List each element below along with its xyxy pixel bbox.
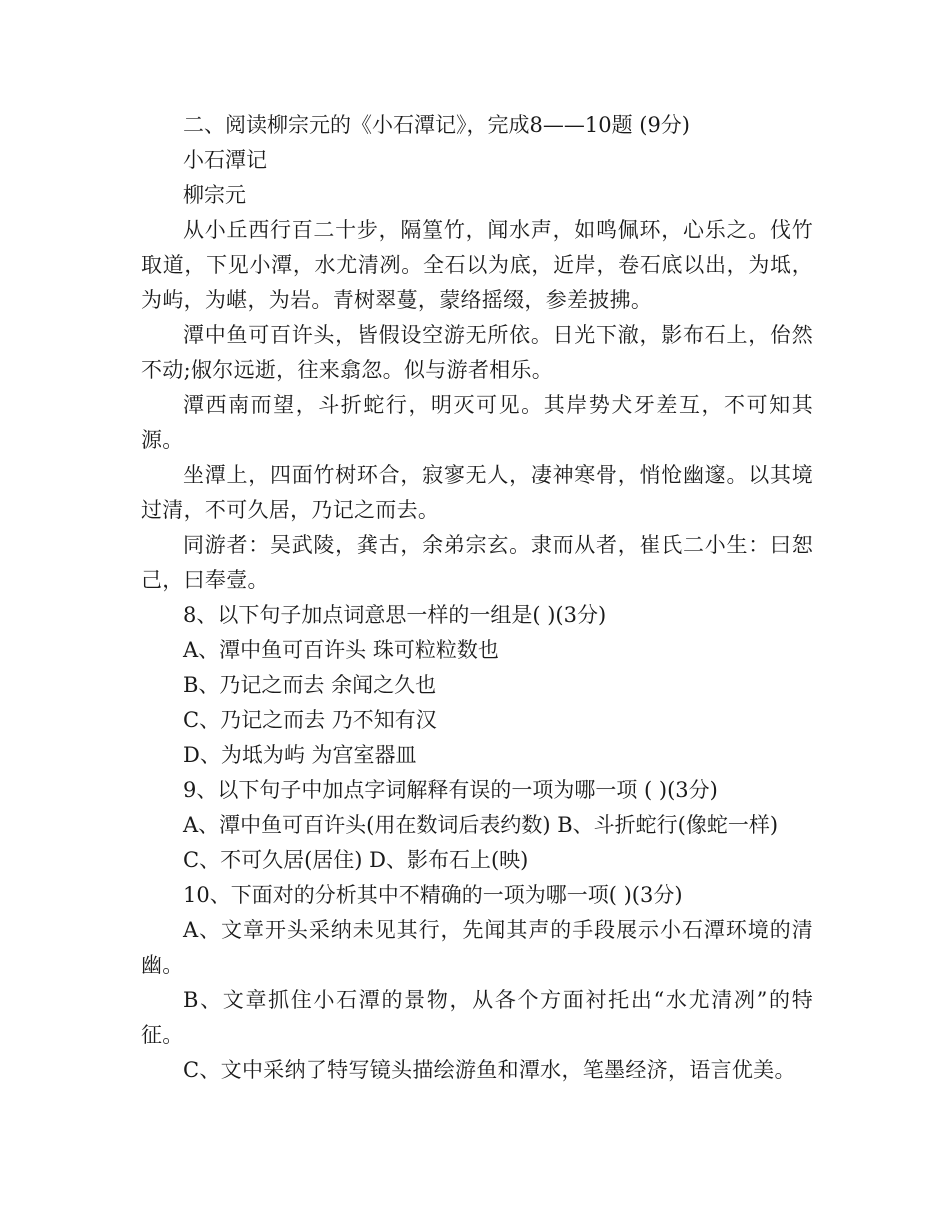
question-8-option-c: C、乃记之而去 乃不知有汉 xyxy=(183,708,437,732)
question-8-option-d: D、为坻为屿 为宫室器皿 xyxy=(183,743,417,767)
passage-author: 柳宗元 xyxy=(183,183,246,207)
question-9-options-cd: C、不可久居(居住) D、影布石上(映) xyxy=(183,848,529,872)
section-heading: 二、阅读柳宗元的《小石潭记》，完成8——10题 (9分) xyxy=(183,113,691,137)
question-8-option-b: B、乃记之而去 余闻之久也 xyxy=(183,673,437,697)
passage-paragraph: 潭中鱼可百许头，皆假设空游无所依。日光下澈，影布石上，佁然不动;俶尔远逝，往来翕忽。似与游者相乐。 xyxy=(141,323,813,382)
question-10-option-b: B、文章抓住小石潭的景物，从各个方面衬托出“水尤清冽”的特征。 xyxy=(141,988,813,1047)
passage-paragraph: 潭西南而望，斗折蛇行，明灭可见。其岸势犬牙差互，不可知其源。 xyxy=(141,393,813,452)
question-9-options-ab: A、潭中鱼可百许头(用在数词后表约数) B、斗折蛇行(像蛇一样) xyxy=(183,813,779,837)
question-8-stem: 8、以下句子加点词意思一样的一组是( )(3分) xyxy=(183,603,607,627)
passage-title: 小石潭记 xyxy=(183,148,267,172)
passage-paragraph: 同游者：吴武陵，龚古，余弟宗玄。隶而从者，崔氏二小生：曰恕己，曰奉壹。 xyxy=(141,533,813,592)
question-10-option-c: C、文中采纳了特写镜头描绘游鱼和潭水，笔墨经济，语言优美。 xyxy=(183,1058,796,1082)
question-10-option-a: A、文章开头采纳未见其行，先闻其声的手段展示小石潭环境的清幽。 xyxy=(141,918,813,977)
document-content xyxy=(141,108,813,1088)
passage-paragraph: 坐潭上，四面竹树环合，寂寥无人，凄神寒骨，悄怆幽邃。以其境过清，不可久居，乃记之而去。 xyxy=(141,463,813,522)
question-9-stem: 9、以下句子中加点字词解释有误的一项为哪一项 ( )(3分) xyxy=(183,778,718,802)
question-8-option-a: A、潭中鱼可百许头 珠可粒粒数也 xyxy=(183,638,499,662)
passage-paragraph: 从小丘西行百二十步，隔篁竹，闻水声，如鸣佩环，心乐之。伐竹取道，下见小潭，水尤清冽。全石以为底，近岸，卷石底以出，为坻，为屿，为嵁，为岩。青树翠蔓，蒙络摇缀，参差披拂。 xyxy=(141,218,813,312)
question-10-stem: 10、下面对的分析其中不精确的一项为哪一项( )(3分) xyxy=(183,883,683,907)
